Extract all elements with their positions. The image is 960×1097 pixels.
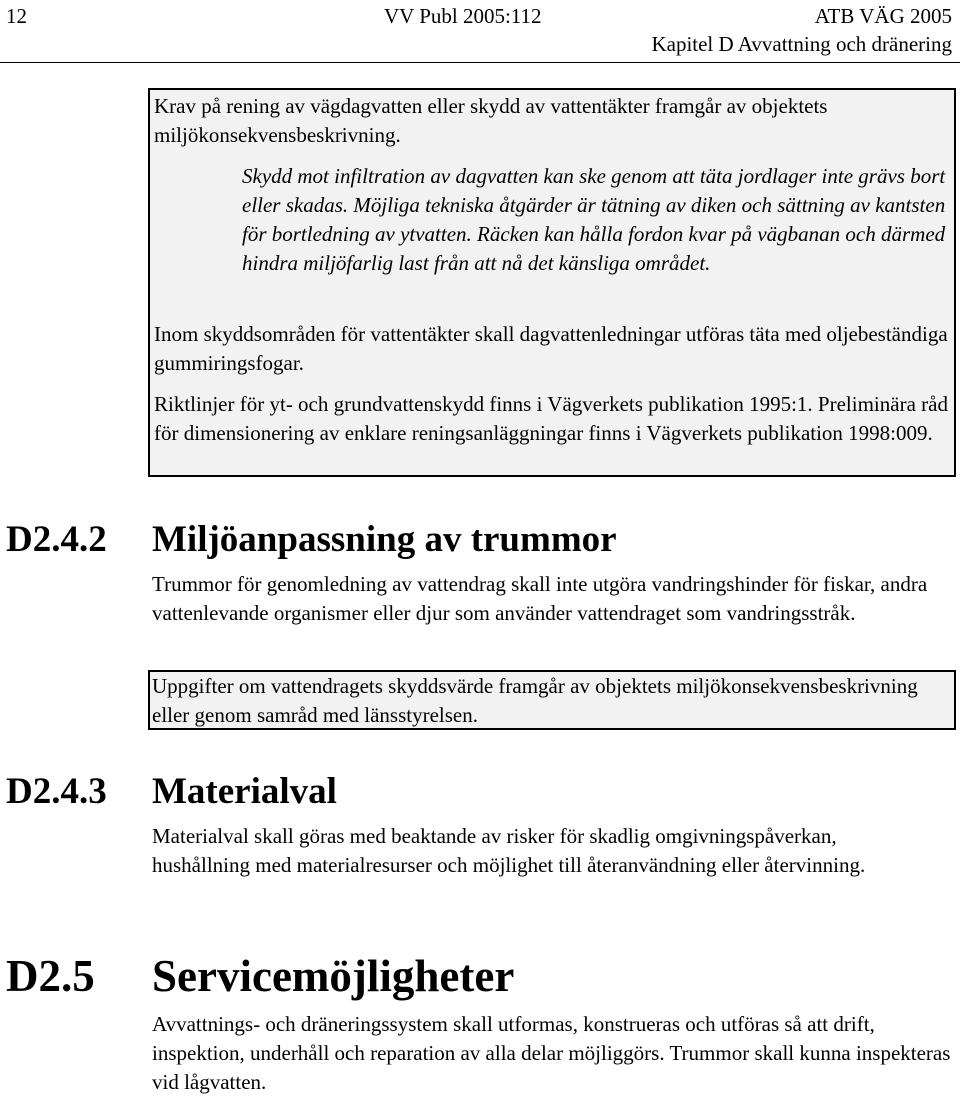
page-number: 12 [6, 4, 27, 28]
section-title-d25: Servicemöjligheter [152, 951, 515, 1001]
protection-area-paragraph: Inom skyddsområden för vattentäkter skall dagvattenledningar utföras täta med oljebeständiga gummiringsfogar. [154, 322, 948, 375]
section-number-d243: D2.4.3 [6, 771, 107, 812]
requirements-paragraph: Krav på rening av vägdagvatten eller skydd av vattentäkter framgår av objektets miljökonsekvensbeskrivning. [154, 94, 828, 147]
section-body-d242: Trummor för genomledning av vattendrag skall inte utgöra vandringshinder för fiskar, andra vattenlevande organismer eller djur som använder vattendraget som vandringsstråk. [152, 572, 928, 625]
references-paragraph: Riktlinjer för yt- och grundvattenskydd finns i Vägverkets publikation 1995:1. Preliminära råd för dimensionering av enklare reningsanläggningar finns i Vägverkets publikation 1998:009. [154, 392, 948, 445]
header-rule [0, 62, 960, 63]
culvert-info-box [148, 670, 956, 730]
section-title-d243: Materialval [152, 771, 337, 812]
section-body-d25: Avvattnings- och dräneringssystem skall utformas, konstrueras och utföras så att drift, inspektion, underhåll och reparation av alla delar möjliggörs. Trummor skall kunna inspekteras vid lågvatten. [152, 1012, 951, 1094]
publication-id: VV Publ 2005:112 [384, 4, 542, 28]
document-title: ATB VÄG 2005 [814, 4, 952, 28]
section-number-d25: D2.5 [6, 951, 95, 1001]
chapter-title: Kapitel D Avvattning och dränering [651, 32, 952, 56]
requirements-box [148, 88, 956, 477]
guidance-italic-paragraph: Skydd mot infiltration av dagvatten kan ske genom att täta jordlager inte grävs bort eller skadas. Möjliga tekniska åtgärder är tätning av diken och sättning av kantsten för bortledning av ytvatten. Räcken kan hålla fordon kvar på vägbanan och därmed hindra miljöfarlig last från att nå det känsliga området. [242, 164, 946, 275]
section-body-d243: Materialval skall göras med beaktande av risker för skadlig omgivningspåverkan, hushållning med materialresurser och möjlighet till återanvändning eller återvinning. [152, 824, 866, 877]
section-title-d242: Miljöanpassning av trummor [152, 519, 617, 560]
culvert-info-paragraph: Uppgifter om vattendragets skyddsvärde framgår av objektets miljökonsekvensbeskrivning eller genom samråd med länsstyrelsen. [152, 674, 918, 727]
section-number-d242: D2.4.2 [6, 519, 107, 560]
